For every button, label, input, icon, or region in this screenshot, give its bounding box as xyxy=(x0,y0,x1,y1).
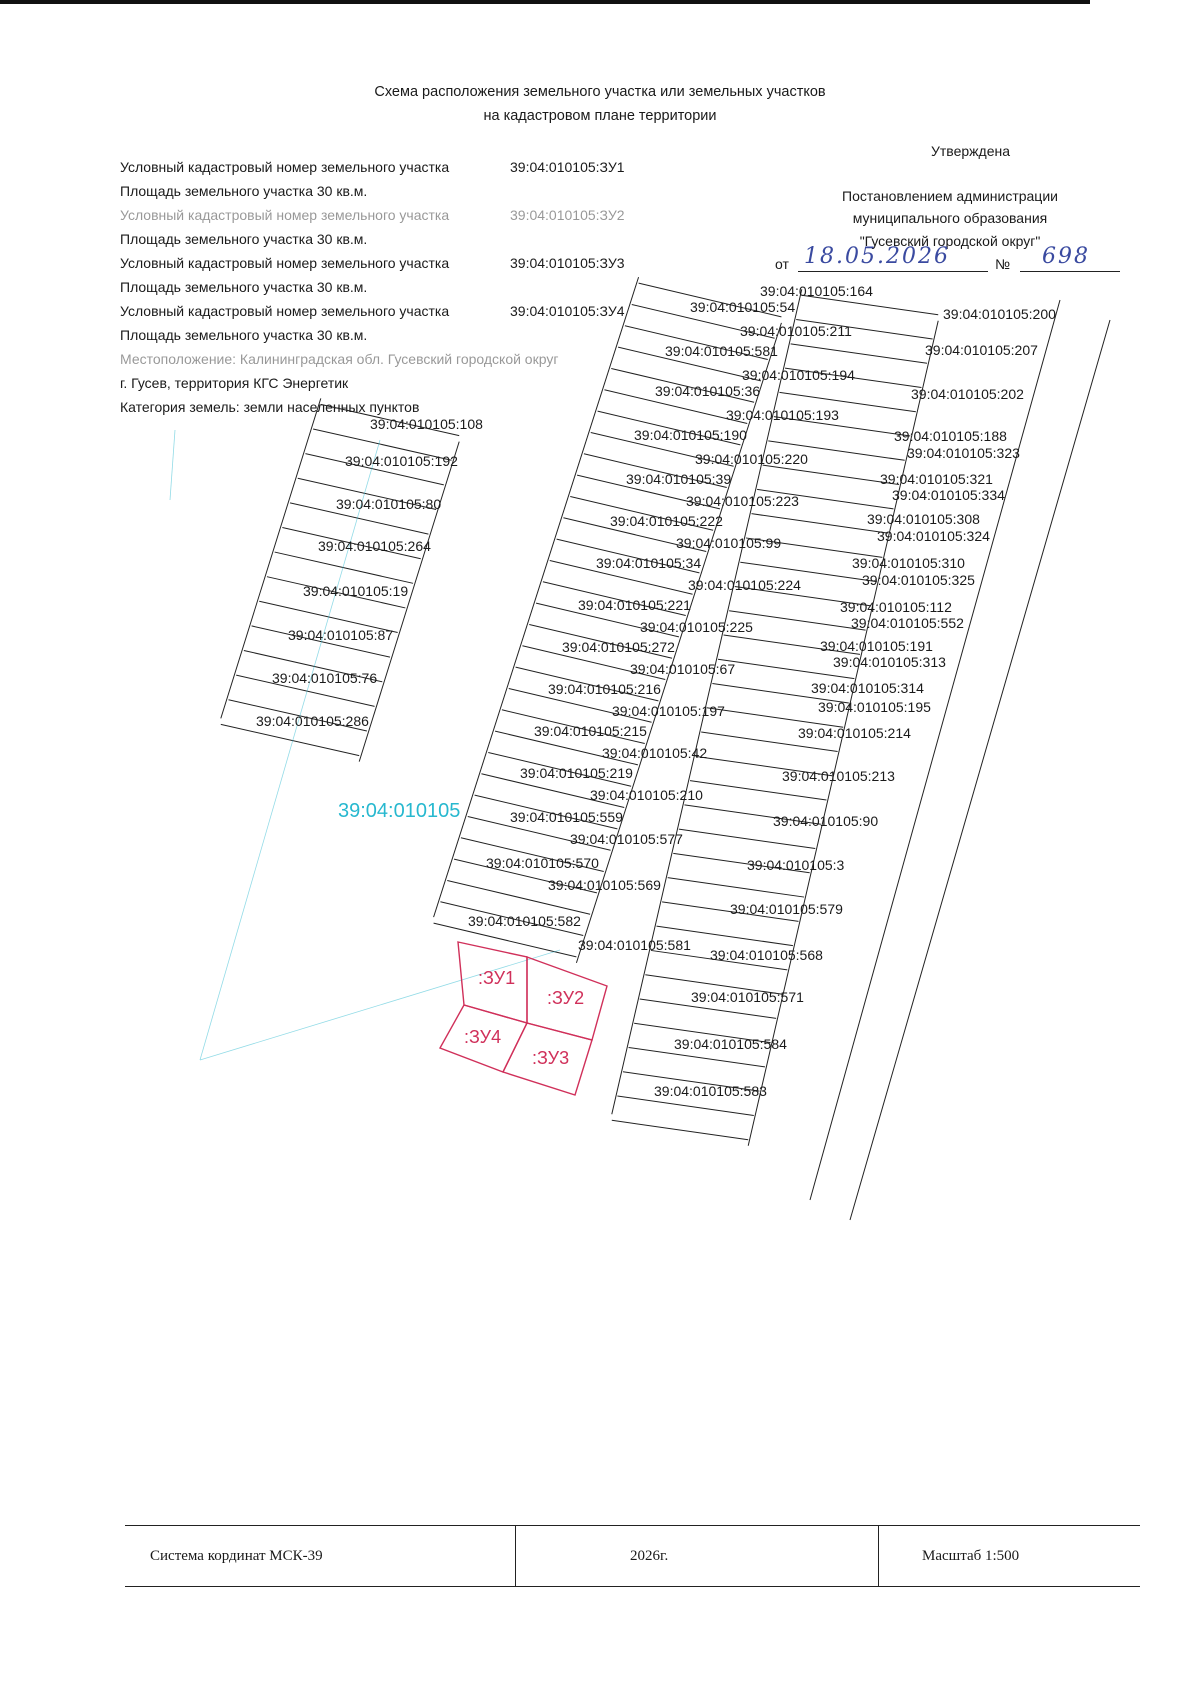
parcel-number-label: 39:04:010105:223 xyxy=(686,493,799,509)
info-value: 39:04:010105:ЗУ1 xyxy=(510,159,625,175)
parcel-number-label: 39:04:010105:577 xyxy=(570,831,683,847)
parcel-number-label: 39:04:010105:200 xyxy=(943,306,1056,322)
handwritten-number: 698 xyxy=(1042,244,1090,269)
parcel-number-label: 39:04:010105:222 xyxy=(610,513,723,529)
parcel-number-label: 39:04:010105:34 xyxy=(596,555,702,571)
parcel-number-label: 39:04:010105:99 xyxy=(676,535,782,551)
footer-divider xyxy=(878,1526,879,1586)
parcel-number-label: 39:04:010105:581 xyxy=(578,937,691,953)
parcel-number-label: 39:04:010105:286 xyxy=(256,713,369,729)
parcel-number-label: 39:04:010105:570 xyxy=(486,855,599,871)
parcel-number-label: 39:04:010105:54 xyxy=(690,299,796,315)
parcel-number-label: 39:04:010105:324 xyxy=(877,528,990,544)
parcel-number-label: 39:04:010105:225 xyxy=(640,619,753,635)
parcel-number-label: 39:04:010105:313 xyxy=(833,654,946,670)
parcel-number-label: 39:04:010105:76 xyxy=(272,670,378,686)
info-label: Площадь земельного участка 30 кв.м. xyxy=(120,327,368,343)
parcel-number-label: 39:04:010105:202 xyxy=(911,386,1024,402)
parcel-number-label: 39:04:010105:210 xyxy=(590,787,703,803)
parcel-number-label: 39:04:010105:36 xyxy=(655,383,761,399)
parcel-boundary xyxy=(612,1120,748,1139)
info-label: Категория земель: земли населенных пунктов xyxy=(120,399,420,415)
parcel-number-label: 39:04:010105:215 xyxy=(534,723,647,739)
parcel-boundary xyxy=(275,552,413,583)
quarter-boundary xyxy=(200,950,560,1060)
parcel-number-label: 39:04:010105:191 xyxy=(820,638,933,654)
parcel-number-label: 39:04:010105:583 xyxy=(654,1083,767,1099)
approval-line3: "Гусевский городской округ" xyxy=(859,232,1041,249)
document-title-line1: Схема расположения земельного участка или земельных участков xyxy=(374,84,826,100)
info-value: 39:04:010105:ЗУ3 xyxy=(510,255,625,271)
number-prefix: № xyxy=(995,256,1011,272)
quarter-number-label: 39:04:010105 xyxy=(338,800,461,822)
footer-scale: Масштаб 1:500 xyxy=(922,1548,1020,1564)
footer-divider xyxy=(515,1526,516,1586)
parcel-number-label: 39:04:010105:194 xyxy=(742,367,855,383)
document-title-line2: на кадастровом плане территории xyxy=(483,108,717,124)
new-parcel-label: :ЗУ1 xyxy=(478,968,516,988)
info-value: 39:04:010105:ЗУ4 xyxy=(510,303,625,319)
parcel-number-label: 39:04:010105:67 xyxy=(630,661,736,677)
parcel-number-label: 39:04:010105:264 xyxy=(318,538,431,554)
parcel-number-label: 39:04:010105:42 xyxy=(602,745,708,761)
parcel-number-label: 39:04:010105:308 xyxy=(867,511,980,527)
info-label: Условный кадастровый номер земельного участка xyxy=(120,159,450,175)
parcel-number-label: 39:04:010105:213 xyxy=(782,768,895,784)
parcel-number-label: 39:04:010105:224 xyxy=(688,577,801,593)
parcel-number-label: 39:04:010105:559 xyxy=(510,809,623,825)
info-value: 39:04:010105:ЗУ2 xyxy=(510,207,625,223)
parcel-number-label: 39:04:010105:193 xyxy=(726,407,839,423)
parcel-number-label: 39:04:010105:190 xyxy=(634,427,747,443)
quarter-boundary xyxy=(200,440,380,1060)
parcel-number-label: 39:04:010105:579 xyxy=(730,901,843,917)
coordinate-system: Система кординат МСК-39 xyxy=(150,1548,323,1564)
parcel-number-label: 39:04:010105:216 xyxy=(548,681,661,697)
parcel-number-label: 39:04:010105:584 xyxy=(674,1036,787,1052)
parcel-number-label: 39:04:010105:90 xyxy=(773,813,879,829)
approval-line1: Постановлением администрации xyxy=(842,187,1058,204)
parcel-number-label: 39:04:010105:310 xyxy=(852,555,965,571)
footer-year: 2026г. xyxy=(630,1548,669,1564)
parcel-number-label: 39:04:010105:207 xyxy=(925,342,1038,358)
approval-line2: муниципального образования xyxy=(852,210,1048,226)
new-parcel-label: :ЗУ2 xyxy=(547,988,585,1008)
parcel-number-label: 39:04:010105:571 xyxy=(691,989,804,1005)
parcel-number-label: 39:04:010105:325 xyxy=(862,572,975,588)
parcel-number-label: 39:04:010105:321 xyxy=(880,471,993,487)
info-label: Площадь земельного участка 30 кв.м. xyxy=(120,279,368,295)
parcel-number-label: 39:04:010105:221 xyxy=(578,597,691,613)
parcel-number-label: 39:04:010105:581 xyxy=(665,343,778,359)
parcel-boundary xyxy=(668,878,804,897)
strip-side xyxy=(359,442,459,762)
info-label: Местоположение: Калининградская обл. Гусевский городской округ xyxy=(120,351,559,367)
parcel-number-label: 39:04:010105:108 xyxy=(370,416,483,432)
handwritten-date: 18.05.2026 xyxy=(804,244,950,269)
parcel-number-label: 39:04:010105:3 xyxy=(747,857,845,873)
parcel-number-label: 39:04:010105:19 xyxy=(303,583,409,599)
parcel-boundary xyxy=(679,829,815,848)
parcel-boundary xyxy=(791,344,927,363)
parcel-number-label: 39:04:010105:112 xyxy=(840,599,952,615)
parcel-number-label: 39:04:010105:211 xyxy=(740,323,852,339)
parcel-number-label: 39:04:010105:569 xyxy=(548,877,661,893)
parcel-number-label: 39:04:010105:219 xyxy=(520,765,633,781)
parcel-number-label: 39:04:010105:582 xyxy=(468,913,581,929)
parcel-number-label: 39:04:010105:87 xyxy=(288,627,394,643)
parcel-boundary xyxy=(763,465,899,484)
parcel-number-label: 39:04:010105:188 xyxy=(894,428,1007,444)
quarter-boundary xyxy=(170,430,175,500)
parcel-number-label: 39:04:010105:552 xyxy=(851,615,964,631)
parcel-number-label: 39:04:010105:192 xyxy=(345,453,458,469)
info-label: Площадь земельного участка 30 кв.м. xyxy=(120,231,368,247)
parcel-number-label: 39:04:010105:323 xyxy=(907,445,1020,461)
info-label: Условный кадастровый номер земельного участка xyxy=(120,207,450,223)
info-label: г. Гусев, территория КГС Энергетик xyxy=(120,375,349,391)
parcel-number-label: 39:04:010105:164 xyxy=(760,283,873,299)
parcel-number-label: 39:04:010105:214 xyxy=(798,725,911,741)
parcel-number-label: 39:04:010105:568 xyxy=(710,947,823,963)
parcel-number-label: 39:04:010105:197 xyxy=(612,703,725,719)
new-parcel-label: :ЗУ3 xyxy=(532,1048,570,1068)
approved-label: Утверждена xyxy=(931,143,1010,159)
parcel-number-label: 39:04:010105:39 xyxy=(626,471,732,487)
footer-bar xyxy=(125,1525,1140,1587)
date-prefix: от xyxy=(775,256,789,272)
parcel-number-label: 39:04:010105:334 xyxy=(892,487,1005,503)
parcel-number-label: 39:04:010105:272 xyxy=(562,639,675,655)
info-label: Условный кадастровый номер земельного участка xyxy=(120,255,450,271)
parcel-number-label: 39:04:010105:80 xyxy=(336,496,442,512)
info-label: Площадь земельного участка 30 кв.м. xyxy=(120,183,368,199)
info-label: Условный кадастровый номер земельного участка xyxy=(120,303,450,319)
parcel-number-label: 39:04:010105:195 xyxy=(818,699,931,715)
parcel-number-label: 39:04:010105:314 xyxy=(811,680,924,696)
parcel-number-label: 39:04:010105:220 xyxy=(695,451,808,467)
new-parcel-label: :ЗУ4 xyxy=(464,1027,502,1047)
